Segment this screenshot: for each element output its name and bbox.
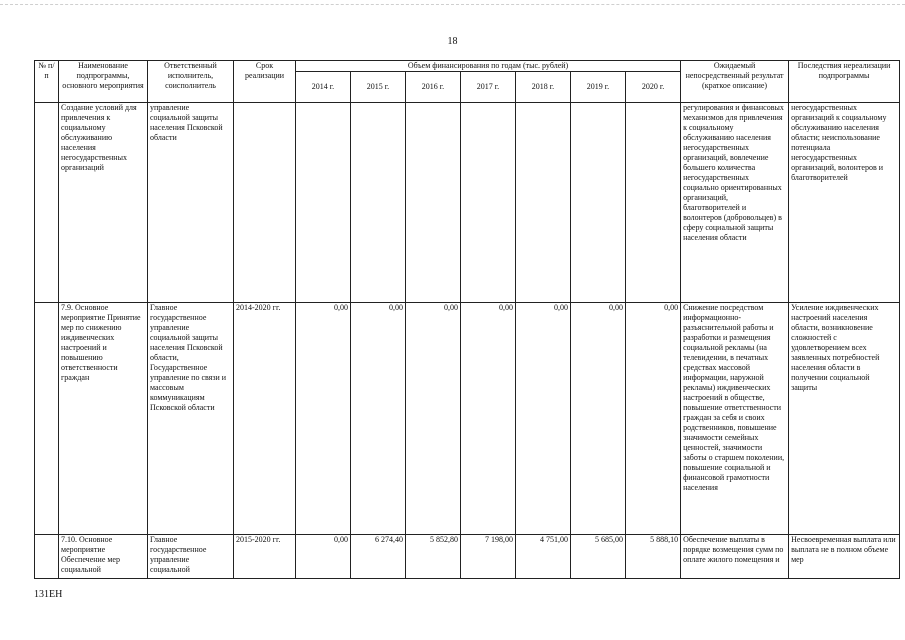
scan-edge-line xyxy=(0,4,905,5)
row-consequences: Несвоевременная выплата или выплата не в полном объеме мер xyxy=(789,535,900,579)
header-num: № п/п xyxy=(35,61,59,103)
header-period: Срок реализации xyxy=(234,61,296,103)
row-value: 0,00 xyxy=(296,303,351,535)
header-year: 2014 г. xyxy=(296,72,351,103)
header-year: 2019 г. xyxy=(571,72,626,103)
table-row xyxy=(35,535,900,579)
row-value xyxy=(516,103,571,303)
row-value xyxy=(571,103,626,303)
row-value xyxy=(461,103,516,303)
row-result: Обеспечение выплаты в порядке возмещения сумм по оплате жилого помещения и xyxy=(681,535,789,579)
row-period xyxy=(234,103,296,303)
table-row xyxy=(35,103,900,303)
header-year: 2016 г. xyxy=(406,72,461,103)
header-consequences: Последствия нереализации подпрограммы xyxy=(789,61,900,103)
row-value: 0,00 xyxy=(571,303,626,535)
row-value: 0,00 xyxy=(296,535,351,579)
row-value xyxy=(406,103,461,303)
row-value: 4 751,00 xyxy=(516,535,571,579)
row-value: 5 852,80 xyxy=(406,535,461,579)
row-name: Создание условий для привлечения к социальному обслуживанию населения негосударственных организаций xyxy=(59,103,148,303)
row-result: регулирования и финансовых механизмов для привлечения к социальному обслуживанию населения негосударственных организаций, вовлечение большего количества негосударственных социально ориентированных организаций, благотворителей и волонтеров (добровольцев) в сферу социальной защиты населения области xyxy=(681,103,789,303)
row-value xyxy=(351,103,406,303)
row-value: 7 198,00 xyxy=(461,535,516,579)
row-value: 6 274,40 xyxy=(351,535,406,579)
row-value: 5 888,10 xyxy=(626,535,681,579)
row-num xyxy=(35,103,59,303)
row-num xyxy=(35,303,59,535)
header-funding: Объем финансирования по годам (тыс. рублей) xyxy=(296,61,681,72)
row-value: 5 685,00 xyxy=(571,535,626,579)
row-period: 2014-2020 гг. xyxy=(234,303,296,535)
header-year: 2015 г. xyxy=(351,72,406,103)
row-value xyxy=(626,103,681,303)
page-number: 18 xyxy=(447,36,458,47)
footer-code: 131ЕН xyxy=(34,589,63,600)
header-result: Ожидаемый непосредственный результат (краткое описание) xyxy=(681,61,789,103)
row-value: 0,00 xyxy=(351,303,406,535)
header-year: 2017 г. xyxy=(461,72,516,103)
row-name: 7.9. Основное мероприятие Принятие мер по снижению иждивенческих настроений и повышению ответственности граждан xyxy=(59,303,148,535)
row-result: Снижение посредством информационно-разъяснительной работы и разработки и размещения социальной рекламы (на телевидении, в печатных средствах массовой информации, наружной рекламы) иждивенческих настроений в обществе, повышение ответственности граждан за себя и своих родственников, повышение значимости семейных ценностей, значимости заботы о старшем поколении, повышение социальной и финансовой грамотности населения xyxy=(681,303,789,535)
row-executor: Главное государственное управление социальной xyxy=(148,535,234,579)
table-row xyxy=(35,303,900,535)
row-executor: Главное государственное управление социальной защиты населения Псковской области, Государственное управление по связи и массовым коммуникациям Псковской области xyxy=(148,303,234,535)
row-value xyxy=(296,103,351,303)
header-year: 2020 г. xyxy=(626,72,681,103)
row-value: 0,00 xyxy=(516,303,571,535)
header-executor: Ответственный исполнитель, соисполнитель xyxy=(148,61,234,103)
row-value: 0,00 xyxy=(626,303,681,535)
row-name: 7.10. Основное мероприятие Обеспечение мер социальной xyxy=(59,535,148,579)
header-year: 2018 г. xyxy=(516,72,571,103)
row-executor: управление социальной защиты населения Псковской области xyxy=(148,103,234,303)
row-period: 2015-2020 гг. xyxy=(234,535,296,579)
header-name: Наименование подпрограммы, основного мероприятия xyxy=(59,61,148,103)
row-consequences: Усиление иждивенческих настроений населения области, возникновение сложностей с удовлетворением всех заявленных потребностей населения области в получении социальной защиты xyxy=(789,303,900,535)
row-value: 0,00 xyxy=(461,303,516,535)
row-consequences: негосударственных организаций к социальному обслуживанию населения области; неиспользование потенциала негосударственных организаций, волонтеров и благотворителей xyxy=(789,103,900,303)
program-table xyxy=(34,60,900,579)
row-num xyxy=(35,535,59,579)
row-value: 0,00 xyxy=(406,303,461,535)
